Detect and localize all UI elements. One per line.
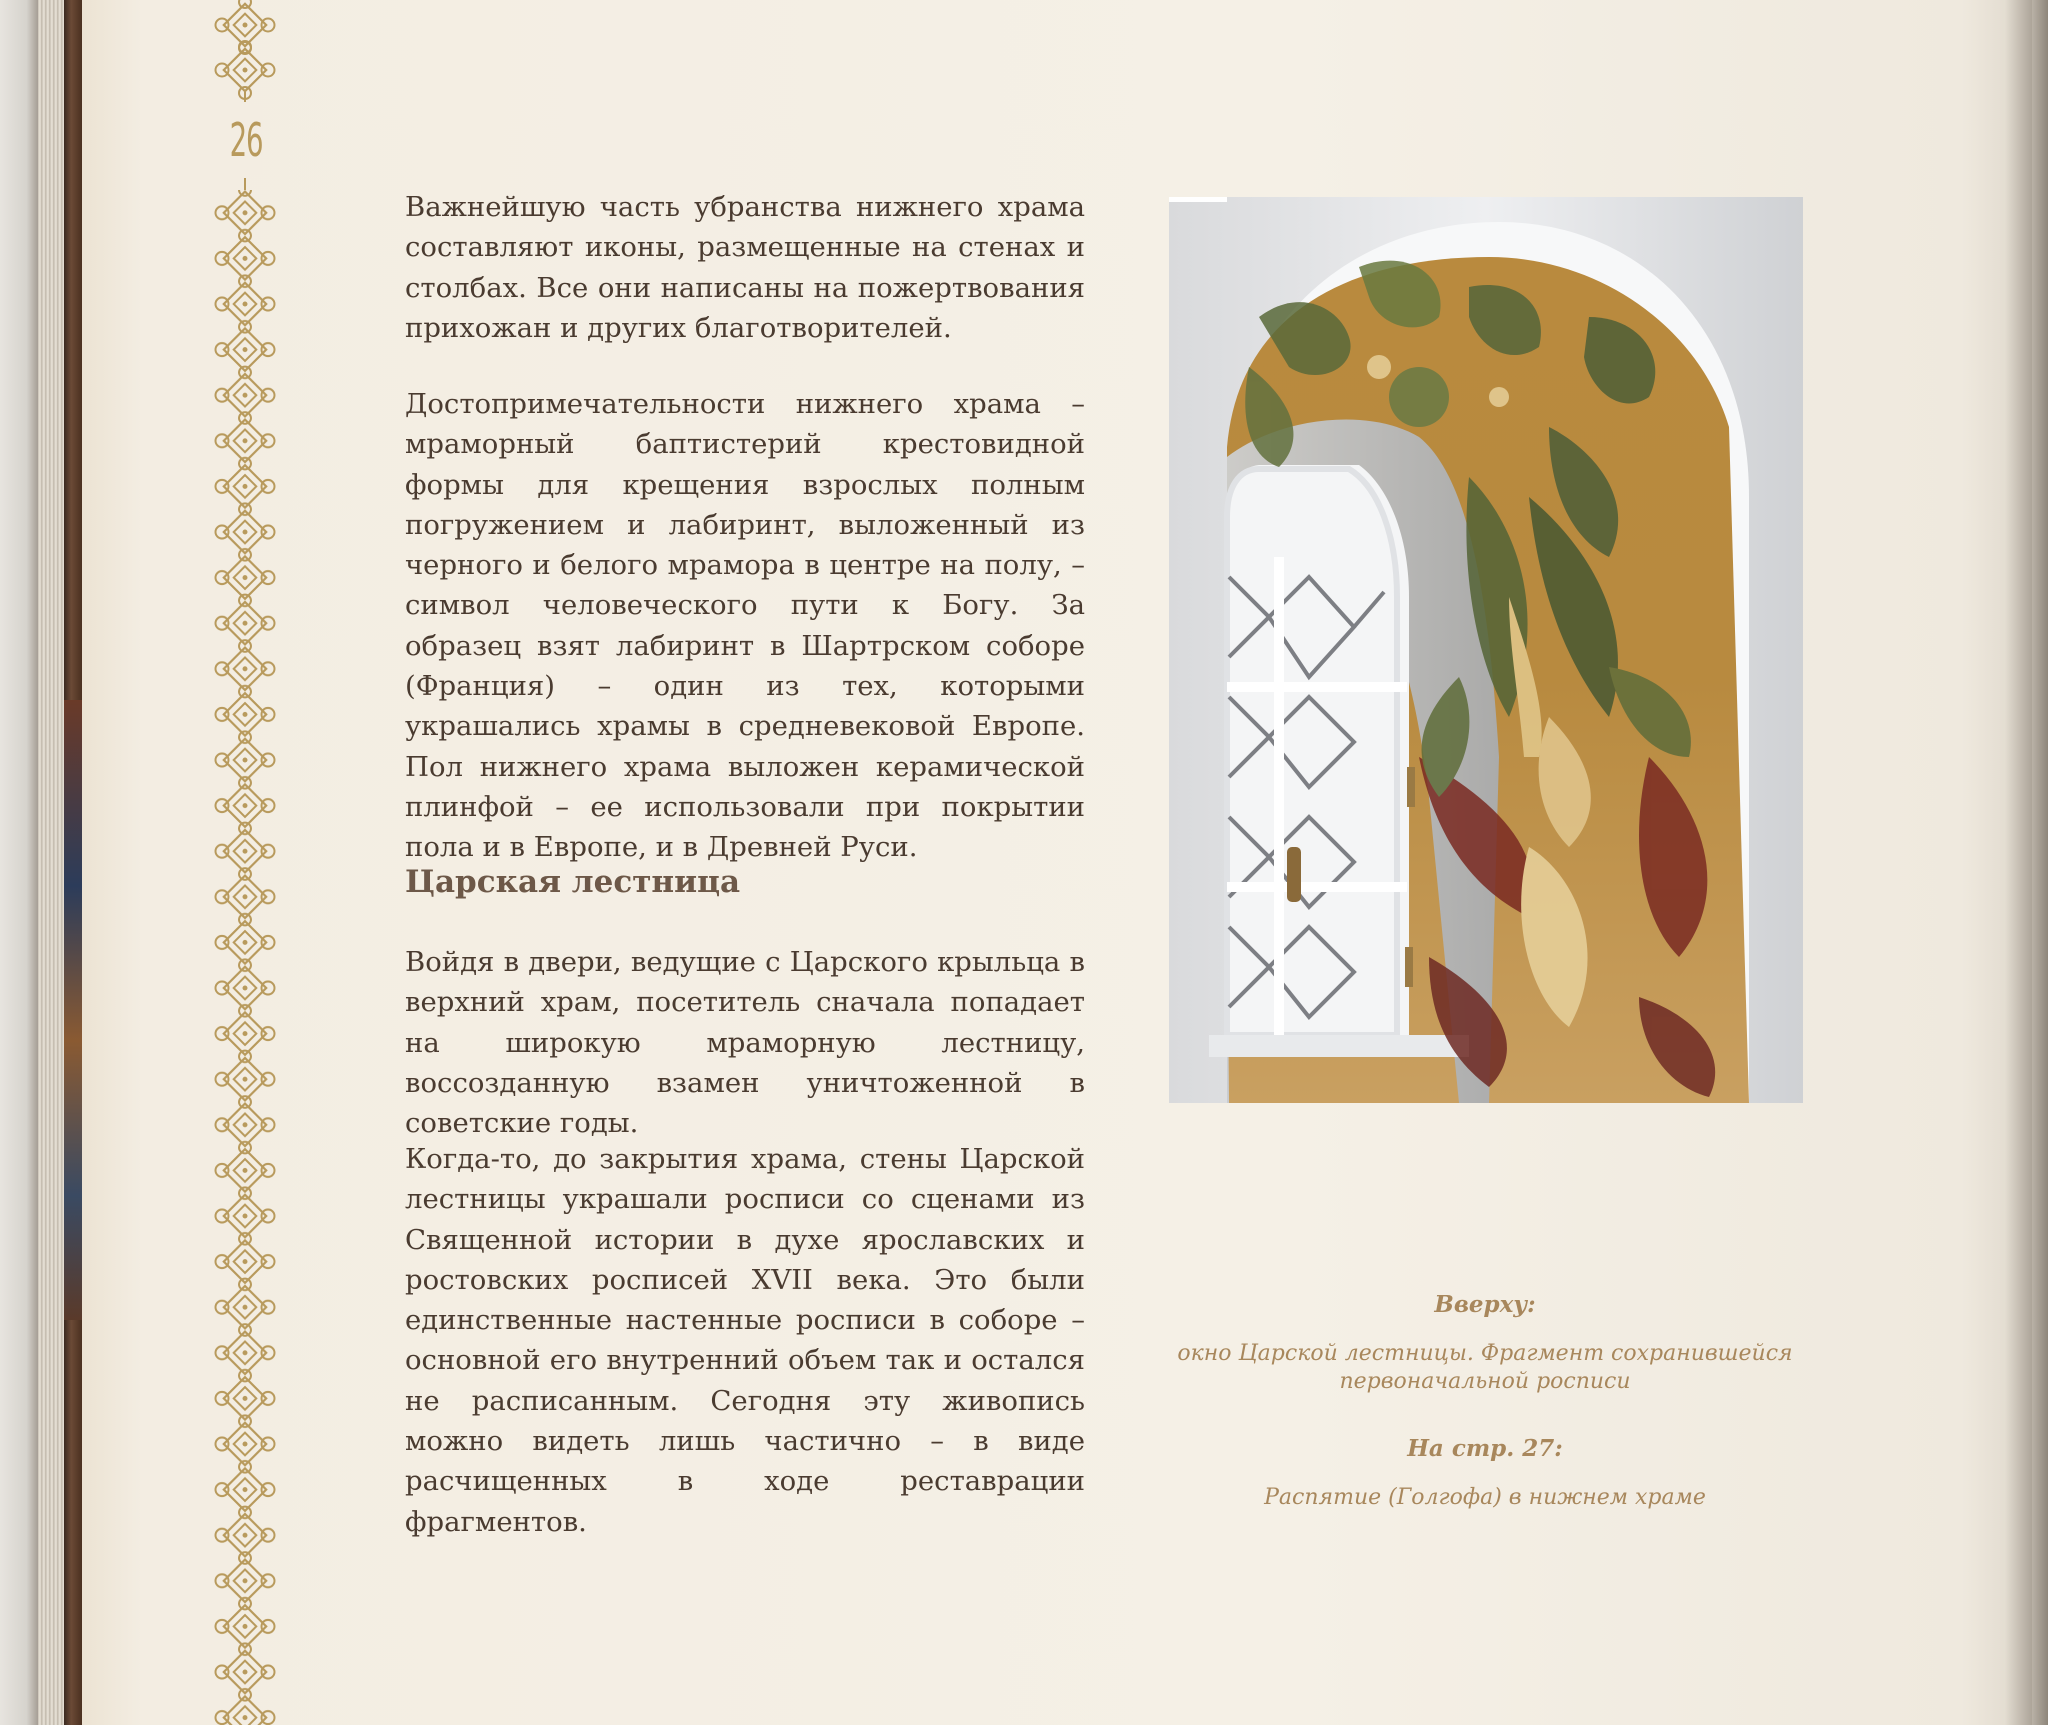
page-number: 26 [229,105,263,175]
caption-top-label: Вверху: [1434,1291,1536,1318]
book-binding [64,0,82,1725]
window-mural-illustration [1169,197,1803,1103]
paragraph-icons: Важнейшую часть убранства нижнего храма составляют иконы, размещенные на стенах и столбах. Все они написаны на пожертвования прихожан и других благотворителей. [405,191,1085,344]
page-gutter-shadow [2005,0,2048,1725]
window-photo [1169,197,1803,1103]
paragraph-staircase: Войдя в двери, ведущие с Царского крыльца в верхний храм, посетитель сначала попадает на широкую мраморную лестницу, воссозданную взамен уничтоженной в советские годы. [405,946,1085,1140]
caption-top-text: окно Царской лестницы. Фрагмент сохранившейся первоначальной росписи [1177,1341,1793,1394]
facing-page-peek [64,700,82,1320]
page-edge [0,0,38,1725]
caption-page-text: Распятие (Голгофа) в нижнем храме [1264,1485,1706,1510]
section-heading: Царская лестница [405,864,741,900]
caption-page-label: На стр. 27: [1407,1435,1563,1462]
photo-captions [1160,1290,1810,1512]
paragraph-murals: Когда-то, до закрытия храма, стены Царской лестницы украшали росписи со сценами из Священной истории в духе ярославских и ростовских росписей XVII века. Это были единственные настенные росписи в соборе – основной его внутренний объем так и остался не расписанным. Сегодня эту живопись можно видеть лишь частично – в виде расчищенных в ходе реставрации фрагментов. [405,1143,1085,1538]
page-stack-edge [38,0,64,1725]
ornamental-border-icon [200,0,290,1725]
paragraph-landmarks: Достопримечательности нижнего храма – мраморный баптистерий крестовидной формы для крещения взрослых полным погружением и лабиринт, выложенный из черного и белого мрамора в центре на полу, – символ человеческого пути к Богу. За образец взят лабиринт в Шартрском соборе (Франция) – один из тех, которыми украшались храмы в средневековой Европе. Пол нижнего храма выложен керамической плинфой – ее использовали при покрытии пола и в Европе, и в Древней Руси. [405,388,1085,864]
